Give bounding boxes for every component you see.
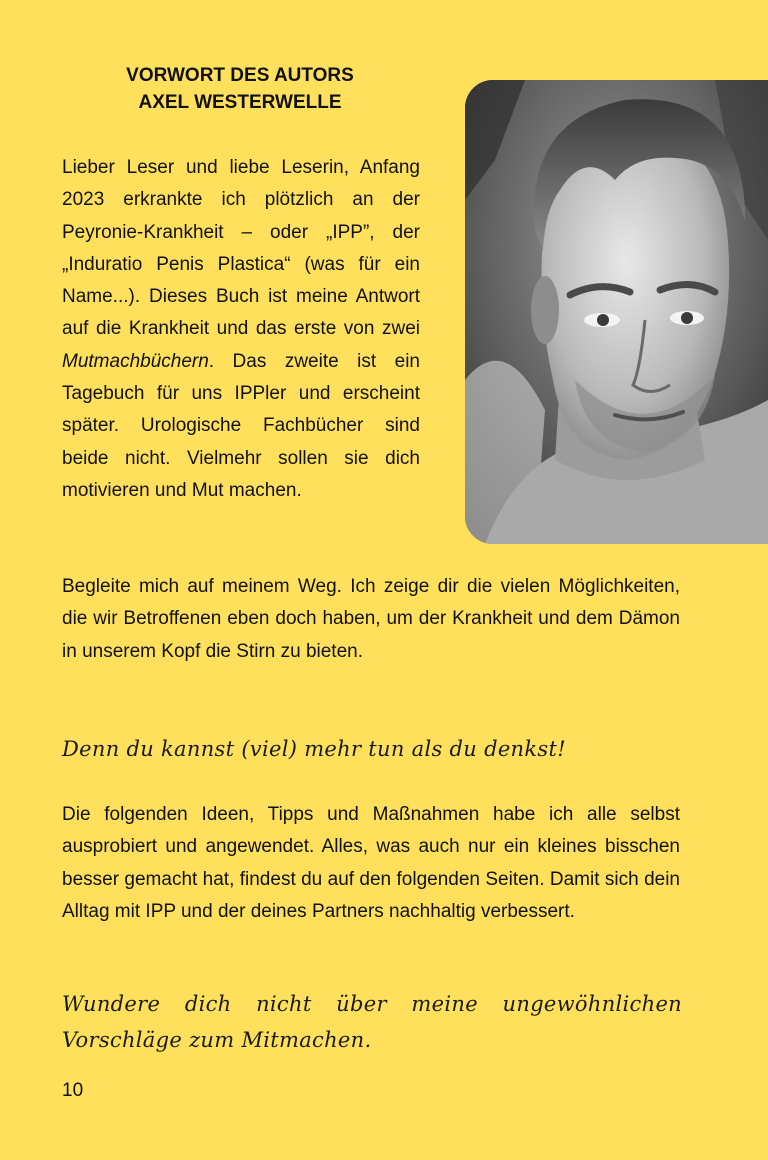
heading-line-2: AXEL WESTERWELLE [138, 92, 342, 113]
intro-text-start: Lieber Leser und liebe Leserin, Anfang 2023 erkrankte ich plötzlich an der Peyronie-Krankheit – oder „IPP”, der „Induratio Penis Plastica“ (was für ein Name...). Dieses Buch ist meine Antwort auf die Krankheit und das erste von zwei [62, 157, 420, 340]
intro-italic-term: Mutmachbüchern [62, 350, 209, 372]
chapter-heading [62, 62, 418, 116]
body-paragraph-2: Die folgenden Ideen, Tipps und Maßnahmen habe ich alle selbst ausprobiert und angewendet. Alles, was auch nur ein kleines bisschen besser gemacht hat, findest du auf den folgenden Seiten. Damit sich dein Alltag mit IPP und der deines Partners nachhaltig verbessert. [62, 804, 680, 922]
intro-text-end: . Das zweite ist ein Tagebuch für uns IPPler und erscheint später. Urologische Fachbücher sind beide nicht. Vielmehr sollen sie dich motivieren und Mut machen. [62, 350, 420, 501]
author-portrait [465, 80, 768, 544]
handwritten-quote-2: Wundere dich nicht über meine ungewöhnlichen Vorschläge zum Mitmachen. [62, 992, 682, 1052]
heading-line-1: VORWORT DES AUTORS [126, 65, 354, 86]
intro-paragraph [62, 152, 420, 507]
page-number: 10 [62, 1080, 84, 1101]
handwritten-quote-1: Denn du kannst (viel) mehr tun als du denkst! [62, 737, 566, 761]
body-paragraph-1: Begleite mich auf meinem Weg. Ich zeige dir die vielen Möglichkeiten, die wir Betroffenen eben doch haben, um der Krankheit und dem Dämon in unserem Kopf die Stirn zu bieten. [62, 576, 680, 662]
